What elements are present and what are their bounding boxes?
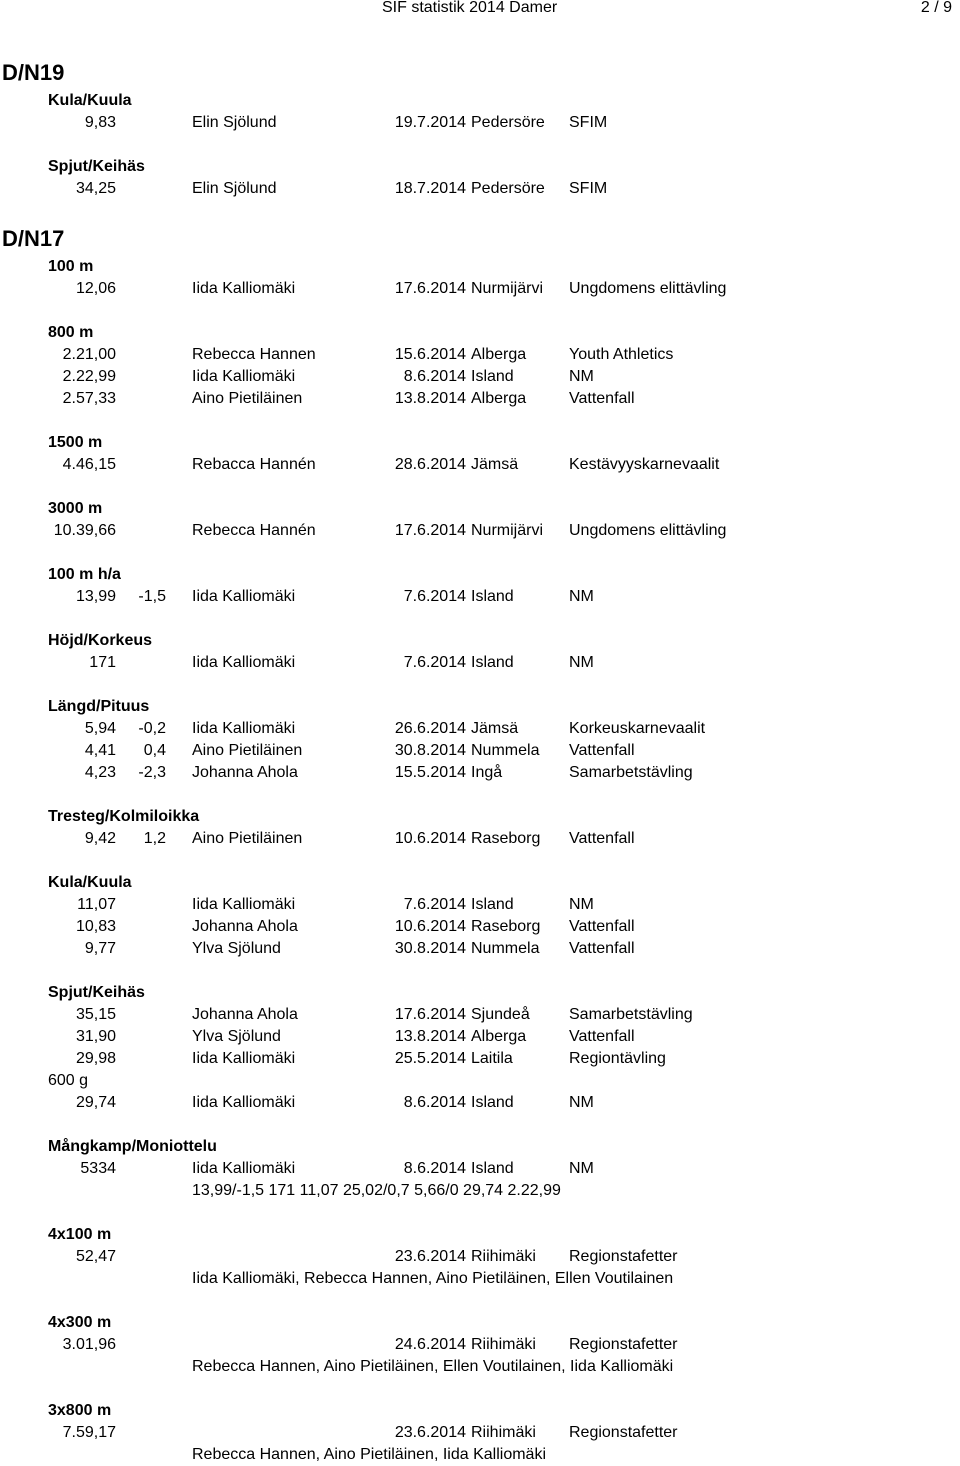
result-value: 10,83 — [75, 918, 116, 935]
result-date: 8.6.2014 — [403, 368, 466, 385]
competition-name: Regiontävling — [569, 1050, 666, 1067]
venue: Pedersöre — [471, 180, 545, 197]
athlete-name: Iida Kalliomäki — [192, 588, 296, 605]
venue: Raseborg — [471, 830, 541, 847]
venue: Riihimäki — [471, 1336, 536, 1353]
venue: Sjundeå — [471, 1006, 530, 1023]
result-detail — [0, 1268, 960, 1290]
athlete-name: Iida Kalliomäki — [192, 720, 296, 737]
result-detail-text: Rebecca Hannen, Aino Pietiläinen, Ellen Voutilainen, Iida Kalliomäki — [192, 1358, 674, 1375]
result-date: 23.6.2014 — [394, 1248, 466, 1265]
result-date: 17.6.2014 — [394, 1006, 466, 1023]
competition-name: NM — [569, 588, 594, 605]
competition-name: Samarbetstävling — [569, 1006, 693, 1023]
event-name: 100 m h/a — [48, 566, 121, 583]
venue: Riihimäki — [471, 1248, 536, 1265]
result-date: 30.8.2014 — [394, 742, 466, 759]
event-name: 1500 m — [48, 434, 103, 451]
event-heading — [0, 696, 960, 718]
event-name: Spjut/Keihäs — [48, 984, 145, 1001]
result-value: 9,42 — [84, 830, 116, 847]
event-heading — [0, 1136, 960, 1158]
wind-value: 1,2 — [143, 830, 166, 847]
result-row — [0, 1048, 960, 1070]
result-date: 17.6.2014 — [394, 280, 466, 297]
athlete-name: Johanna Ahola — [192, 1006, 298, 1023]
athlete-name: Ylva Sjölund — [192, 940, 281, 957]
event-heading — [0, 872, 960, 894]
result-date: 13.8.2014 — [394, 390, 466, 407]
result-value: 9,77 — [84, 940, 116, 957]
venue: Alberga — [471, 1028, 527, 1045]
result-row — [0, 1334, 960, 1356]
competition-name: Youth Athletics — [569, 346, 674, 363]
athlete-name: Rebacca Hannén — [192, 456, 316, 473]
result-date: 28.6.2014 — [394, 456, 466, 473]
venue: Jämsä — [471, 456, 519, 473]
athlete-name: Rebecca Hannen — [192, 346, 316, 363]
event-heading — [0, 498, 960, 520]
venue: Island — [471, 1160, 514, 1177]
competition-name: Korkeuskarnevaalit — [569, 720, 706, 737]
event-name: 800 m — [48, 324, 94, 341]
result-row — [0, 718, 960, 740]
wind-value: -2,3 — [138, 764, 166, 781]
competition-name: Regionstafetter — [569, 1336, 678, 1353]
athlete-name: Aino Pietiläinen — [192, 830, 303, 847]
event-name: Kula/Kuula — [48, 874, 132, 891]
competition-name: NM — [569, 1094, 594, 1111]
event-heading — [0, 90, 960, 112]
athlete-name: Iida Kalliomäki — [192, 280, 296, 297]
athlete-name: Elin Sjölund — [192, 180, 277, 197]
competition-name: Samarbetstävling — [569, 764, 693, 781]
result-value: 29,74 — [75, 1094, 116, 1111]
result-value: 5,94 — [84, 720, 116, 737]
result-value: 4,23 — [84, 764, 116, 781]
event-heading — [0, 322, 960, 344]
venue: Riihimäki — [471, 1424, 536, 1441]
result-row — [0, 520, 960, 542]
result-row — [0, 112, 960, 134]
wind-value: -1,5 — [138, 588, 166, 605]
result-detail — [0, 1444, 960, 1466]
athlete-name: Iida Kalliomäki — [192, 1160, 296, 1177]
competition-name: SFIM — [569, 114, 608, 131]
athlete-name: Iida Kalliomäki — [192, 1094, 296, 1111]
result-value: 11,07 — [77, 896, 116, 913]
result-row — [0, 652, 960, 674]
result-row — [0, 1246, 960, 1268]
event-heading — [0, 156, 960, 178]
result-value: 3.01,96 — [62, 1336, 116, 1353]
event-name: 100 m — [48, 258, 94, 275]
result-row — [0, 366, 960, 388]
result-row — [0, 828, 960, 850]
result-row — [0, 1158, 960, 1180]
result-row — [0, 1422, 960, 1444]
result-value: 2.21,00 — [62, 346, 116, 363]
competition-name: Vattenfall — [569, 1028, 635, 1045]
competition-name: NM — [569, 368, 594, 385]
result-date: 30.8.2014 — [394, 940, 466, 957]
athlete-name: Iida Kalliomäki — [192, 368, 296, 385]
athlete-name: Iida Kalliomäki — [192, 896, 296, 913]
wind-value: 0,4 — [143, 742, 166, 759]
result-row — [0, 344, 960, 366]
event-name: Höjd/Korkeus — [48, 632, 153, 649]
result-detail-text: Rebecca Hannen, Aino Pietiläinen, Iida Kalliomäki — [192, 1446, 546, 1463]
wind-value: -0,2 — [138, 720, 166, 737]
result-date: 19.7.2014 — [394, 114, 466, 131]
competition-name: Regionstafetter — [569, 1248, 678, 1265]
result-date: 10.6.2014 — [394, 918, 466, 935]
event-name: Kula/Kuula — [48, 92, 132, 109]
age-group-title: D/N19 — [2, 60, 65, 85]
result-value: 7.59,17 — [62, 1424, 116, 1441]
result-value: 10.39,66 — [53, 522, 116, 539]
result-value: 31,90 — [75, 1028, 116, 1045]
result-date: 17.6.2014 — [394, 522, 466, 539]
competition-name: NM — [569, 896, 594, 913]
result-date: 23.6.2014 — [394, 1424, 466, 1441]
event-name: Spjut/Keihäs — [48, 158, 145, 175]
competition-name: Ungdomens elittävling — [569, 280, 727, 297]
competition-name: Regionstafetter — [569, 1424, 678, 1441]
page-number: 2 / 9 — [920, 0, 952, 16]
result-date: 7.6.2014 — [403, 588, 466, 605]
venue: Pedersöre — [471, 114, 545, 131]
competition-name: SFIM — [569, 180, 608, 197]
result-row — [0, 388, 960, 410]
result-detail — [0, 1356, 960, 1378]
result-date: 7.6.2014 — [403, 654, 466, 671]
event-heading — [0, 1312, 960, 1334]
event-heading — [0, 432, 960, 454]
athlete-name: Rebecca Hannén — [192, 522, 316, 539]
result-date: 25.5.2014 — [394, 1050, 466, 1067]
result-date: 13.8.2014 — [394, 1028, 466, 1045]
competition-name: Vattenfall — [569, 830, 635, 847]
competition-name: Vattenfall — [569, 742, 635, 759]
document-title: SIF statistik 2014 Damer — [382, 0, 558, 16]
result-row — [0, 938, 960, 960]
event-heading — [0, 256, 960, 278]
event-heading — [0, 630, 960, 652]
competition-name: Kestävyyskarnevaalit — [569, 456, 720, 473]
event-heading — [0, 982, 960, 1004]
result-date: 8.6.2014 — [403, 1160, 466, 1177]
result-value: 29,98 — [75, 1050, 116, 1067]
result-date: 8.6.2014 — [403, 1094, 466, 1111]
athlete-name: Iida Kalliomäki — [192, 1050, 296, 1067]
venue: Laitila — [471, 1050, 513, 1067]
event-name: 3x800 m — [48, 1402, 112, 1419]
result-value: 12,06 — [75, 280, 116, 297]
event-heading — [0, 1400, 960, 1422]
event-name: 4x300 m — [48, 1314, 112, 1331]
venue: Nurmijärvi — [471, 280, 543, 297]
athlete-name: Elin Sjölund — [192, 114, 277, 131]
venue: Alberga — [471, 346, 527, 363]
competition-name: Ungdomens elittävling — [569, 522, 727, 539]
result-row — [0, 1092, 960, 1114]
result-value: 4,41 — [84, 742, 116, 759]
event-heading — [0, 1224, 960, 1246]
age-group-title: D/N17 — [2, 226, 65, 251]
venue: Alberga — [471, 390, 527, 407]
result-value: 9,83 — [84, 114, 116, 131]
implement-weight-label: 600 g — [48, 1072, 89, 1089]
competition-name: Vattenfall — [569, 390, 635, 407]
athlete-name: Aino Pietiläinen — [192, 742, 303, 759]
venue: Raseborg — [471, 918, 541, 935]
result-row — [0, 762, 960, 784]
result-date: 15.5.2014 — [394, 764, 466, 781]
result-value: 2.22,99 — [62, 368, 116, 385]
result-date: 15.6.2014 — [394, 346, 466, 363]
venue: Island — [471, 896, 514, 913]
result-subhead — [0, 1070, 960, 1092]
result-row — [0, 1026, 960, 1048]
venue: Island — [471, 654, 514, 671]
venue: Island — [471, 588, 514, 605]
result-row — [0, 916, 960, 938]
result-date: 7.6.2014 — [403, 896, 466, 913]
result-row — [0, 894, 960, 916]
result-value: 13,99 — [75, 588, 116, 605]
result-row — [0, 586, 960, 608]
venue: Nummela — [471, 742, 540, 759]
result-row — [0, 740, 960, 762]
venue: Nummela — [471, 940, 540, 957]
result-value: 34,25 — [75, 180, 116, 197]
competition-name: NM — [569, 1160, 594, 1177]
result-detail-text: 13,99/-1,5 171 11,07 25,02/0,7 5,66/0 29,74 2.22,99 — [192, 1182, 561, 1199]
athlete-name: Johanna Ahola — [192, 764, 298, 781]
athlete-name: Ylva Sjölund — [192, 1028, 281, 1045]
result-detail-text: Iida Kalliomäki, Rebecca Hannen, Aino Pietiläinen, Ellen Voutilainen — [192, 1270, 674, 1287]
result-value: 2.57,33 — [62, 390, 116, 407]
venue: Jämsä — [471, 720, 519, 737]
result-date: 18.7.2014 — [394, 180, 466, 197]
result-detail — [0, 1180, 960, 1202]
competition-name: NM — [569, 654, 594, 671]
result-row — [0, 178, 960, 200]
event-name: 3000 m — [48, 500, 103, 517]
venue: Nurmijärvi — [471, 522, 543, 539]
venue: Island — [471, 368, 514, 385]
age-group-heading — [0, 228, 960, 250]
event-name: Tresteg/Kolmiloikka — [48, 808, 200, 825]
result-row — [0, 278, 960, 300]
age-group-heading — [0, 62, 960, 84]
result-value: 4.46,15 — [62, 456, 116, 473]
result-date: 26.6.2014 — [394, 720, 466, 737]
result-date: 10.6.2014 — [394, 830, 466, 847]
result-date: 24.6.2014 — [394, 1336, 466, 1353]
athlete-name: Aino Pietiläinen — [192, 390, 303, 407]
result-value: 52,47 — [75, 1248, 116, 1265]
competition-name: Vattenfall — [569, 940, 635, 957]
athlete-name: Iida Kalliomäki — [192, 654, 296, 671]
athlete-name: Johanna Ahola — [192, 918, 298, 935]
result-value: 171 — [89, 654, 116, 671]
result-value: 5334 — [80, 1160, 116, 1177]
event-name: 4x100 m — [48, 1226, 112, 1243]
result-row — [0, 454, 960, 476]
result-row — [0, 1004, 960, 1026]
result-value: 35,15 — [75, 1006, 116, 1023]
competition-name: Vattenfall — [569, 918, 635, 935]
event-heading — [0, 564, 960, 586]
event-heading — [0, 806, 960, 828]
event-name: Längd/Pituus — [48, 698, 150, 715]
event-name: Mångkamp/Moniottelu — [48, 1138, 217, 1155]
venue: Ingå — [471, 764, 503, 781]
venue: Island — [471, 1094, 514, 1111]
